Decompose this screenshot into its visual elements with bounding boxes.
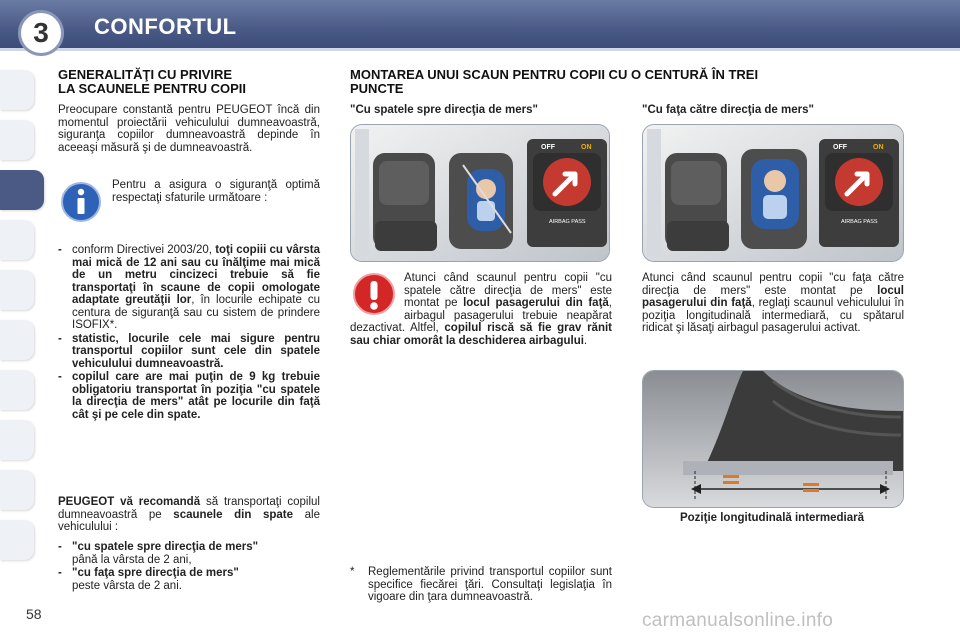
front-facing-instructions: Atunci când scaunul pentru copii "cu faţa către direcţia de mers" este montat pe locul pasagerului din faţă, reglaţi scaunul vehiculului în poziţia longitudinală intermediară, cu spătarul ridicat şi lăsaţi airbagul pasagerului activat.	[642, 272, 904, 334]
side-tab-6[interactable]	[0, 320, 34, 360]
side-tab-3-active[interactable]	[0, 170, 44, 210]
left-title-line-2: LA SCAUNELE PENTRU COPII	[58, 81, 247, 96]
side-tab-1[interactable]	[0, 70, 34, 110]
airbag-on-label-2: ON	[873, 144, 884, 151]
advice-item-3: - copilul care are mai puţin de 9 kg trebuie obligatoriu transportat în poziţia "cu spatele la direcţia de mers" atât pe locurile din faţă cât şi pe cele din spate.	[58, 371, 320, 421]
header-divider	[0, 48, 960, 51]
recommendation-item-1: - "cu spatele spre direcţia de mers" până la vârsta de 2 ani,	[58, 541, 259, 566]
side-tab-5[interactable]	[0, 270, 34, 310]
side-tab-4[interactable]	[0, 220, 34, 260]
left-title-line-1: GENERALITĂŢI CU PRIVIRE	[58, 67, 233, 82]
front-facing-seat-drawing	[643, 125, 903, 261]
page-number: 58	[26, 606, 42, 622]
airbag-switch-label-2: AIRBAG PASS	[841, 219, 878, 225]
side-tab-8[interactable]	[0, 420, 34, 460]
advice-list	[58, 244, 320, 421]
watermark-text: carmanualsonline.info	[642, 610, 834, 631]
recommendation-list	[58, 541, 320, 592]
chapter-number-badge	[18, 10, 64, 56]
seat-rail-drawing	[643, 371, 903, 507]
intro-paragraph: Preocupare constantă pentru PEUGEOT încă din momentul proiectării vehiculului dumneavoastră, siguranţa copiilor dumneavoastră depinde în aceeaşi măsură şi de dumneavoastră.	[58, 104, 320, 154]
right-section-title	[350, 68, 910, 96]
rear-facing-seat-illustration	[350, 124, 610, 262]
seat-rail-caption: Poziţie longitudinală intermediară	[679, 512, 865, 524]
info-icon	[60, 181, 102, 223]
advice-item-2: - statistic, locurile cele mai sigure pentru transportul copiilor sunt cele din spatele vehiculului dumneavoastră.	[58, 332, 320, 370]
side-tab-10[interactable]	[0, 520, 34, 560]
seat-rail-illustration	[642, 370, 904, 508]
chapter-number: 3	[33, 17, 49, 48]
chapter-title: CONFORTUL	[94, 14, 237, 39]
footnote-text: Reglementările privind transportul copiilor sunt specifice fiecărei ţări. Consultaţi legislaţia în vigoare din ţara dumneavoastră.	[368, 566, 612, 603]
airbag-switch-label: AIRBAG PASS	[549, 219, 586, 225]
rear-facing-seat-drawing	[351, 125, 609, 261]
recommendation-paragraph: PEUGEOT vă recomandă să transportaţi copilul dumneavoastră pe scaunele din spate ale vehiculului :	[58, 496, 321, 533]
right-title-line-1: MONTAREA UNUI SCAUN PENTRU COPII CU O CENTURĂ ÎN TREI	[350, 67, 759, 82]
subtitle-front-facing: "Cu faţa către direcţia de mers"	[642, 104, 814, 116]
side-tab-9[interactable]	[0, 470, 34, 510]
subtitle-rear-facing: "Cu spatele spre direcţia de mers"	[350, 104, 538, 116]
side-tab-2[interactable]	[0, 120, 34, 160]
right-title-line-2: PUNCTE	[350, 81, 404, 96]
front-facing-seat-illustration	[642, 124, 904, 262]
airbag-off-label: OFF	[541, 144, 555, 151]
airbag-off-label-2: OFF	[833, 144, 847, 151]
side-tab-7[interactable]	[0, 370, 34, 410]
info-note: Pentru a asigura o siguranţă optimă respectaţi sfaturile următoare :	[112, 179, 320, 204]
airbag-on-label: ON	[581, 144, 592, 151]
recommendation-item-2: - "cu faţa spre direcţia de mers" peste vârsta de 2 ani.	[58, 567, 239, 592]
airbag-warning-text: Atunci când scaunul pentru copii "cu spatele către direcţia de mers" este montat pe locul pasagerului din faţă, airbagul pasagerului trebuie neapărat dezactivat. Altfel, copilul riscă să fie grav rănit sau chiar omorât la deschiderea airbagului.	[350, 272, 612, 347]
footnote-mark: *	[350, 566, 355, 578]
advice-item-1: - conform Directivei 2003/20, toţi copiii cu vârsta mai mică de 12 ani sau cu înălţime mai mică de un metru cincizeci trebuie să fie transportaţi în scaune de copii omologate adaptate greutăţii lor, în locurile echipate cu centura de siguranţă sau cu sistem de prindere ISOFIX*.	[58, 244, 321, 331]
left-section-title	[58, 68, 320, 96]
